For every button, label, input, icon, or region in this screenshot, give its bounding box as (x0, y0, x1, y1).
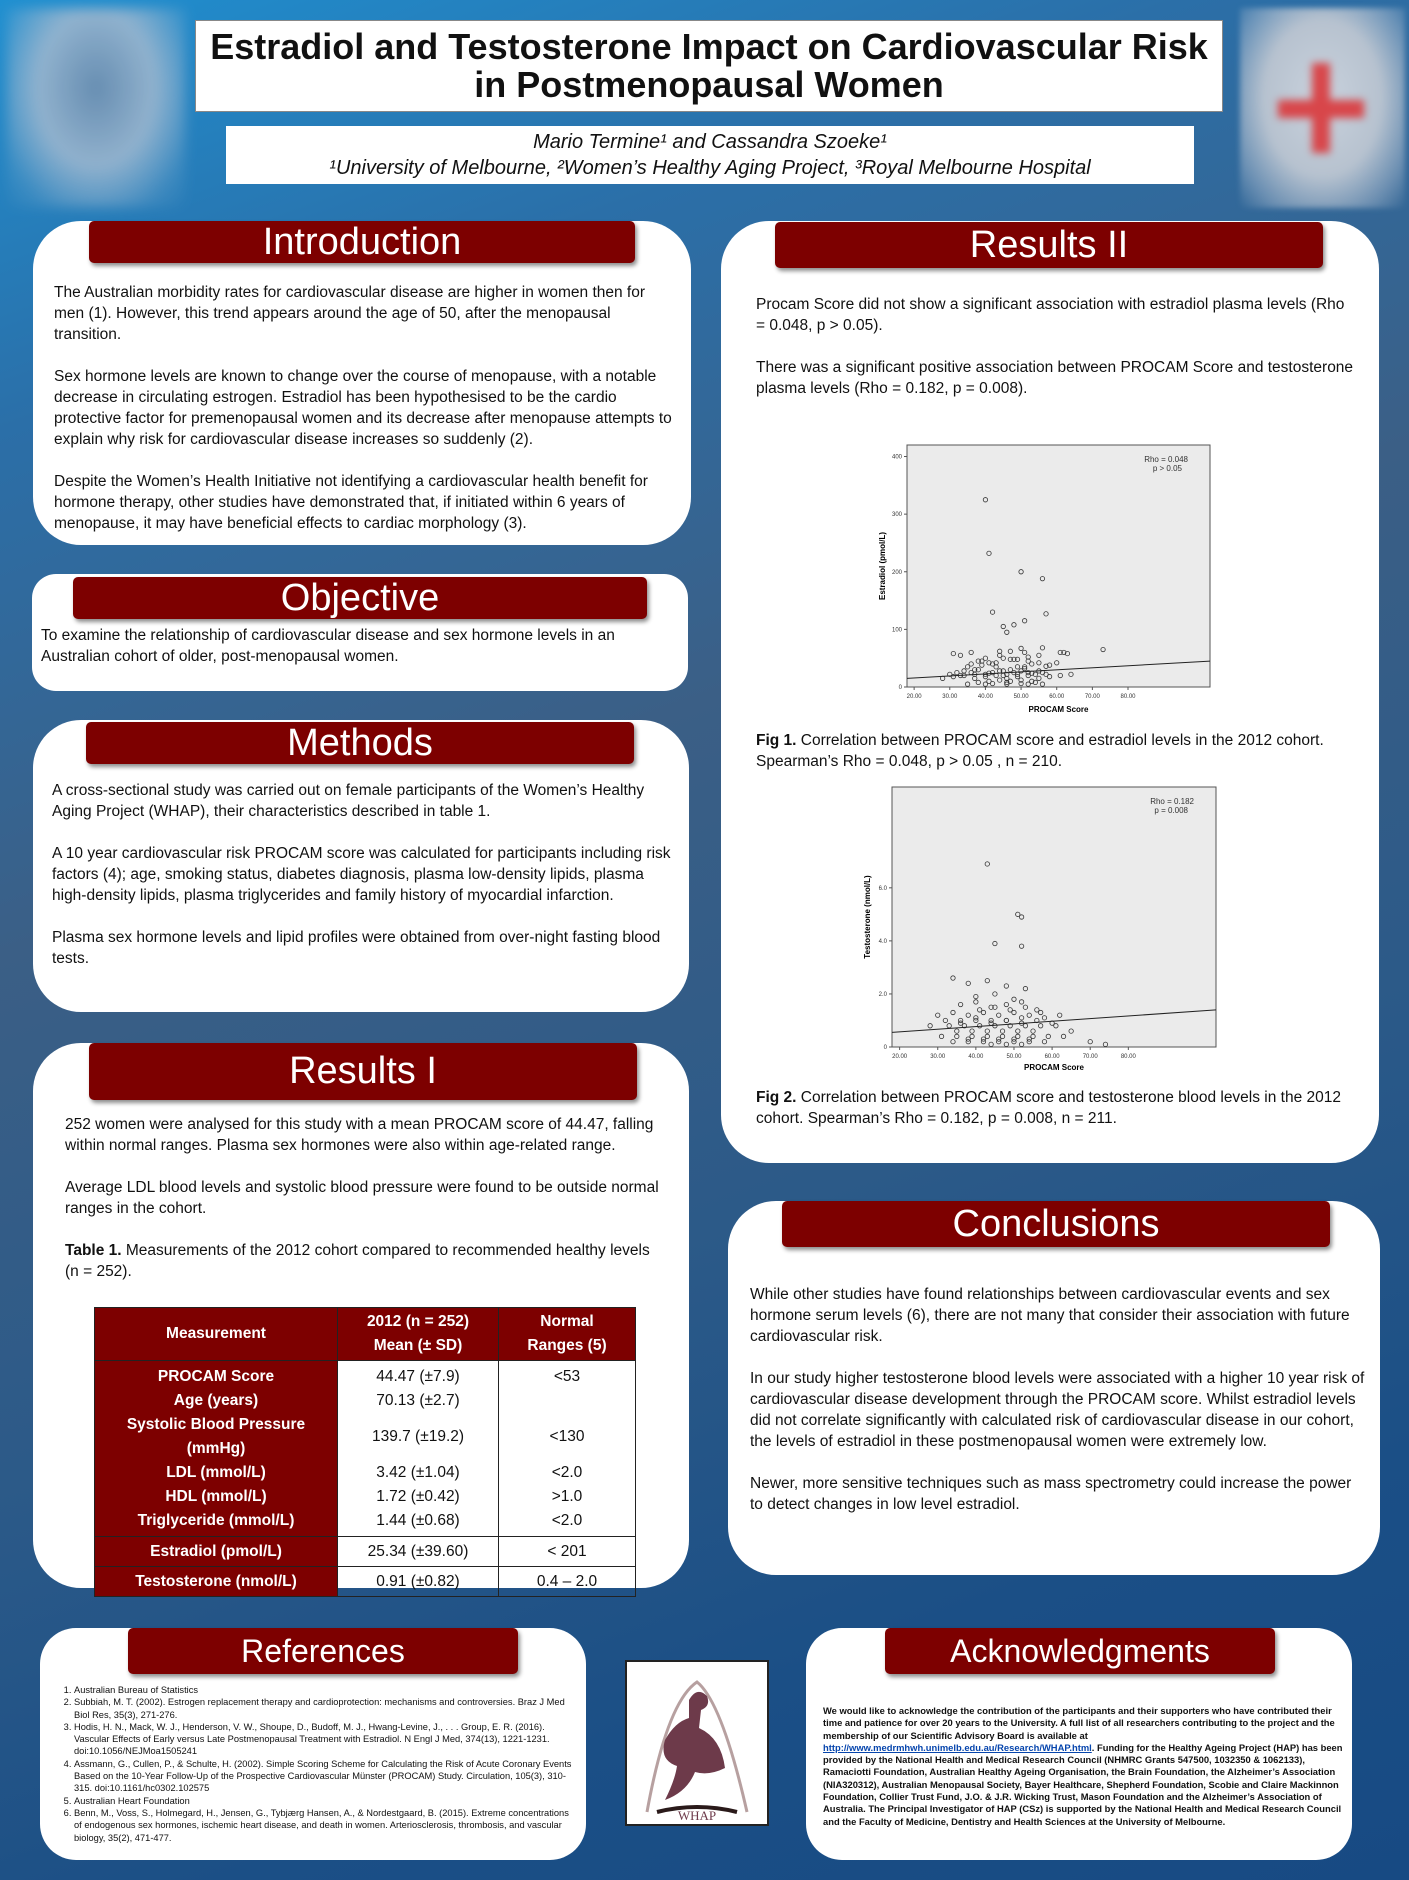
y-tick-label: 2.0 (878, 991, 887, 998)
introduction-p2: Sex hormone levels are known to change over the course of menopause, with a notable decrease in circulating estrogen. Estradiol has been hypothesised to be the cardio protective factor for premenopausal women and its decrease after menopause attempts to explain why risk for cardiovascular disease increases so suddenly (2). (54, 368, 672, 448)
methods-p1: A cross-sectional study was carried out on female participants of the Women’s Healthy Aging Project (WHAP), their characteristics described in table 1. (52, 782, 645, 820)
reference-item: 4. Assmann, G., Cullen, P., & Schulte, H. (2002). Simple Scoring Scheme for Calculating the Risk of Acute Coronary Events Based on the 10-Year Follow-Up of the Prospective Cardiovascular Münster (PROCAM) Study. Circulation, 105(3), 310-315. doi:10.1161/hc0302.102575 (74, 1758, 574, 1795)
results2-p1: Procam Score did not show a significant association with estradiol plasma levels (Rho = 0.048, p > 0.05). (756, 296, 1345, 334)
y-axis-label: Estradiol (pmol/L) (878, 532, 887, 600)
p-value-annotation: p = 0.008 (1154, 806, 1188, 815)
x-tick-label: 60.00 (1044, 1054, 1060, 1060)
results1-heading: Results I (89, 1043, 637, 1100)
table-header-mean-line1: 2012 (n = 252) (366, 1313, 470, 1330)
authors: Mario Termine¹ and Cassandra Szoeke¹ (533, 131, 887, 153)
table-cell-measurement: Systolic Blood Pressure (mmHg) (95, 1413, 338, 1461)
table-header-measurement: Measurement (95, 1308, 338, 1361)
acknowledgments-text (823, 1705, 1345, 1828)
table-header-normal-line1: Normal (540, 1313, 594, 1330)
author-block (226, 126, 1194, 184)
table1-caption (65, 1240, 660, 1282)
y-tick-label: 300 (891, 512, 902, 519)
affiliations: ¹University of Melbourne, ²Women’s Healthy Aging Project, ³Royal Melbourne Hospital (329, 157, 1091, 179)
table-cell-range: <2.0 (499, 1509, 636, 1537)
table-cell-measurement: PROCAM Score (95, 1361, 338, 1390)
methods-p3: Plasma sex hormone levels and lipid profiles were obtained from over-night fasting blood tests. (52, 929, 661, 967)
table-cell-measurement: Triglyceride (mmol/L) (95, 1509, 338, 1537)
x-tick-label: 80.00 (1120, 1054, 1136, 1060)
plot-area (892, 787, 1216, 1047)
reference-item: 5. Australian Heart Foundation (74, 1795, 574, 1807)
table-row (95, 1485, 636, 1509)
university-logo (6, 8, 186, 208)
table-header-normal-line2: Ranges (5) (527, 1337, 607, 1354)
table-cell-measurement: Testosterone (nmol/L) (95, 1567, 338, 1597)
table-row (95, 1567, 636, 1597)
table-header-normal (499, 1308, 636, 1361)
conclusions-p3: Newer, more sensitive techniques such as mass spectrometry could increase the power to detect changes in low level estradiol. (750, 1475, 1352, 1513)
x-tick-label: 70.00 (1084, 694, 1100, 700)
x-tick-label: 70.00 (1082, 1054, 1098, 1060)
acknowledgments-text-after: . Funding for the Healthy Ageing Project (HAP) has been provided by the National Health and Medical Research Council (NHMRC Grants 547500, 1032350 & 1062133), Ramaciotti Foundation, Australian Healthy Ageing Organisation, the Brain Foundation, the Alzheimer’s Association (NIA320312), Australian Menopausal Society, Bayer Healthcare, Shepherd Foundation, Scobie and Claire Mackinnon Foundation, Collier Trust Fund, J.O. & J.R. Wicking Trust, Mason Foundation and the Alzheimer’s Association of Australia. The Principal Investigator of HAP (CSz) is supported by the National Health and Medical Research Council and the Faculty of Medicine, Dentistry and Health Sciences at the University of Melbourne. (823, 1741, 1343, 1827)
y-tick-label: 0 (883, 1045, 887, 1051)
fig1-caption-text: Correlation between PROCAM score and estradiol levels in the 2012 cohort. Spearman’s Rho = 0.048, p > 0.05 , n = 210. (756, 732, 1324, 770)
results2-text (756, 294, 1356, 420)
reference-item: 1. Australian Bureau of Statistics (74, 1684, 574, 1696)
whap-website-link[interactable]: http://www.medrmhwh.unimelb.edu.au/Research/WHAP.html (823, 1741, 1092, 1753)
table-cell-range: < 201 (499, 1537, 636, 1567)
x-tick-label: 80.00 (1120, 694, 1136, 700)
fig2-caption-label: Fig 2. (756, 1089, 797, 1106)
x-tick-label: 40.00 (968, 1054, 984, 1060)
introduction-text (54, 282, 674, 555)
table1-caption-text: Measurements of the 2012 cohort compared to recommended healthy levels (n = 252). (65, 1242, 650, 1280)
x-tick-label: 40.00 (977, 694, 993, 700)
conclusions-p1: While other studies have found relationships between cardiovascular events and sex hormone serum levels (6), there are not many that consider their association with future cardiovascular risk. (750, 1286, 1350, 1345)
x-tick-label: 30.00 (942, 694, 958, 700)
x-tick-label: 30.00 (930, 1054, 946, 1060)
table-header-mean-line2: Mean (± SD) (373, 1337, 463, 1354)
x-tick-label: 60.00 (1049, 694, 1065, 700)
table-cell-mean: 25.34 (±39.60) (338, 1537, 499, 1567)
hospital-crest-logo (1240, 8, 1405, 208)
objective-p1: To examine the relationship of cardiovascular disease and sex hormone levels in an Australian cohort of older, post-menopausal women. (41, 627, 615, 665)
objective-text (41, 625, 661, 688)
estradiol-scatter-chart (862, 440, 1218, 716)
x-axis-label: PROCAM Score (1028, 705, 1089, 714)
introduction-p3: Despite the Women’s Health Initiative not identifying a cardiovascular health benefit for hormone therapy, other studies have demonstrated that, if initiated within 6 years of menopause, it may have beneficial effects to cardiac morphology (3). (54, 473, 648, 532)
title-line-1: Estradiol and Testosterone Impact on Cardiovascular Risk (210, 26, 1208, 67)
table-row (95, 1537, 636, 1567)
fig1-caption (756, 730, 1356, 772)
conclusions-text (750, 1284, 1365, 1536)
whap-logo (625, 1660, 769, 1826)
x-tick-label: 50.00 (1013, 694, 1029, 700)
table-cell-mean: 3.42 (±1.04) (338, 1461, 499, 1485)
y-tick-label: 200 (891, 569, 902, 576)
methods-heading: Methods (86, 722, 634, 764)
table-cell-mean: 44.47 (±7.9) (338, 1361, 499, 1390)
acknowledgments-heading: Acknowledgments (885, 1628, 1275, 1674)
testosterone-scatter-chart (860, 784, 1220, 1074)
fig2-caption (756, 1087, 1356, 1129)
y-tick-label: 100 (891, 627, 902, 634)
table-cell-measurement: Age (years) (95, 1389, 338, 1413)
table-cell-mean: 1.72 (±0.42) (338, 1485, 499, 1509)
introduction-p1: The Australian morbidity rates for cardiovascular disease are higher in women then for men (1). However, this trend appears around the age of 50, after the menopausal transition. (54, 284, 646, 343)
objective-heading: Objective (73, 577, 647, 619)
p-value-annotation: p > 0.05 (1152, 464, 1182, 473)
rho-annotation: Rho = 0.048 (1144, 455, 1188, 464)
fig1-caption-label: Fig 1. (756, 732, 797, 749)
table-row (95, 1389, 636, 1413)
table-cell-range: <53 (499, 1361, 636, 1390)
y-tick-label: 400 (891, 454, 902, 461)
reference-item: 3. Hodis, H. N., Mack, W. J., Henderson, V. W., Shoupe, D., Budoff, M. J., Hwang-Levine, J., . . . Group, E. R. (2016). Vascular Effects of Early versus Late Postmenopausal Treatment with Estradiol. N Engl J Med, 374(13), 1221-1231. doi:10.1056/NEJMoa1505241 (74, 1721, 574, 1758)
introduction-heading: Introduction (89, 221, 635, 263)
references-heading: References (128, 1628, 518, 1674)
whap-figure-icon (627, 1662, 767, 1824)
table-cell-range: 0.4 – 2.0 (499, 1567, 636, 1597)
table-cell-measurement: Estradiol (pmol/L) (95, 1537, 338, 1567)
conclusions-p2: In our study higher testosterone blood levels were associated with a higher 10 year risk of cardiovascular disease development through the PROCAM score. Whilst estradiol levels did not correlate significantly with calculated risk of cardiovascular disease in our cohort, the levels of estradiol in these postmenopausal women were extremely low. (750, 1370, 1365, 1450)
table-cell-range: >1.0 (499, 1485, 636, 1509)
table-header-mean (338, 1308, 499, 1361)
table-cell-measurement: HDL (mmol/L) (95, 1485, 338, 1509)
title-line-2: in Postmenopausal Women (474, 64, 944, 105)
poster-title (195, 20, 1223, 112)
results2-heading: Results II (775, 222, 1323, 268)
table-cell-range: <130 (499, 1413, 636, 1461)
methods-text (52, 780, 677, 990)
table-row (95, 1461, 636, 1485)
table-cell-measurement: LDL (mmol/L) (95, 1461, 338, 1485)
results1-p2: Average LDL blood levels and systolic blood pressure were found to be outside normal ranges in the cohort. (65, 1179, 659, 1217)
results2-p2: There was a significant positive association between PROCAM Score and testosterone plasma levels (Rho = 0.182, p = 0.008). (756, 359, 1354, 397)
reference-item: 6. Benn, M., Voss, S., Holmegard, H., Jensen, G., Tybjærg Hansen, A., & Nordestgaard, B. (2015). Extreme concentrations of endogenous sex hormones, ischemic heart disease, and death in women. Arteriosclerosis, thrombosis, and vascular biology, 35(2), 471-477. (74, 1807, 574, 1844)
table-row (95, 1509, 636, 1537)
y-tick-label: 6.0 (878, 885, 887, 892)
y-axis-label: Testosterone (nmol/L) (863, 875, 872, 959)
acknowledgments-text-before: We would like to acknowledge the contribution of the participants and their supporters who have contributed their time and patience for over 20 years to the University. A full list of all researchers contributing to the project and the membership of our Scientific Advisory Board is available at (823, 1705, 1335, 1741)
x-tick-label: 20.00 (906, 694, 922, 700)
conclusions-heading: Conclusions (782, 1201, 1330, 1247)
results1-text (65, 1114, 660, 1303)
table-cell-mean: 0.91 (±0.82) (338, 1567, 499, 1597)
x-axis-label: PROCAM Score (1023, 1063, 1085, 1072)
measurements-table (94, 1307, 636, 1597)
fig2-caption-text: Correlation between PROCAM score and testosterone blood levels in the 2012 cohort. Spearman’s Rho = 0.182, p = 0.008, n = 211. (756, 1089, 1342, 1127)
table1-caption-label: Table 1. (65, 1242, 122, 1259)
table-cell-range (499, 1389, 636, 1413)
table-row (95, 1361, 636, 1390)
y-tick-label: 0 (898, 685, 902, 691)
x-tick-label: 20.00 (892, 1054, 908, 1060)
table-row (95, 1413, 636, 1461)
results1-p1: 252 women were analysed for this study with a mean PROCAM score of 44.47, falling within normal ranges. Plasma sex hormones were also within age-related range. (65, 1116, 654, 1154)
table-cell-range: <2.0 (499, 1461, 636, 1485)
whap-logo-text: WHAP (677, 1808, 717, 1823)
rho-annotation: Rho = 0.182 (1150, 797, 1194, 806)
table-cell-mean: 139.7 (±19.2) (338, 1413, 499, 1461)
y-tick-label: 4.0 (878, 938, 887, 945)
references-list (54, 1684, 574, 1844)
table-cell-mean: 70.13 (±2.7) (338, 1389, 499, 1413)
x-tick-label: 50.00 (1006, 1054, 1022, 1060)
table-cell-mean: 1.44 (±0.68) (338, 1509, 499, 1537)
reference-item: 2. Subbiah, M. T. (2002). Estrogen replacement therapy and cardioprotection: mechanisms and controversies. Braz J Med Biol Res, 35(3), 271-276. (74, 1696, 574, 1721)
methods-p2: A 10 year cardiovascular risk PROCAM score was calculated for participants including risk factors (4); age, smoking status, diabetes diagnosis, plasma low-density lipids, plasma high-density lipids, plasma triglycerides and family history of myocardial infarction. (52, 845, 671, 904)
